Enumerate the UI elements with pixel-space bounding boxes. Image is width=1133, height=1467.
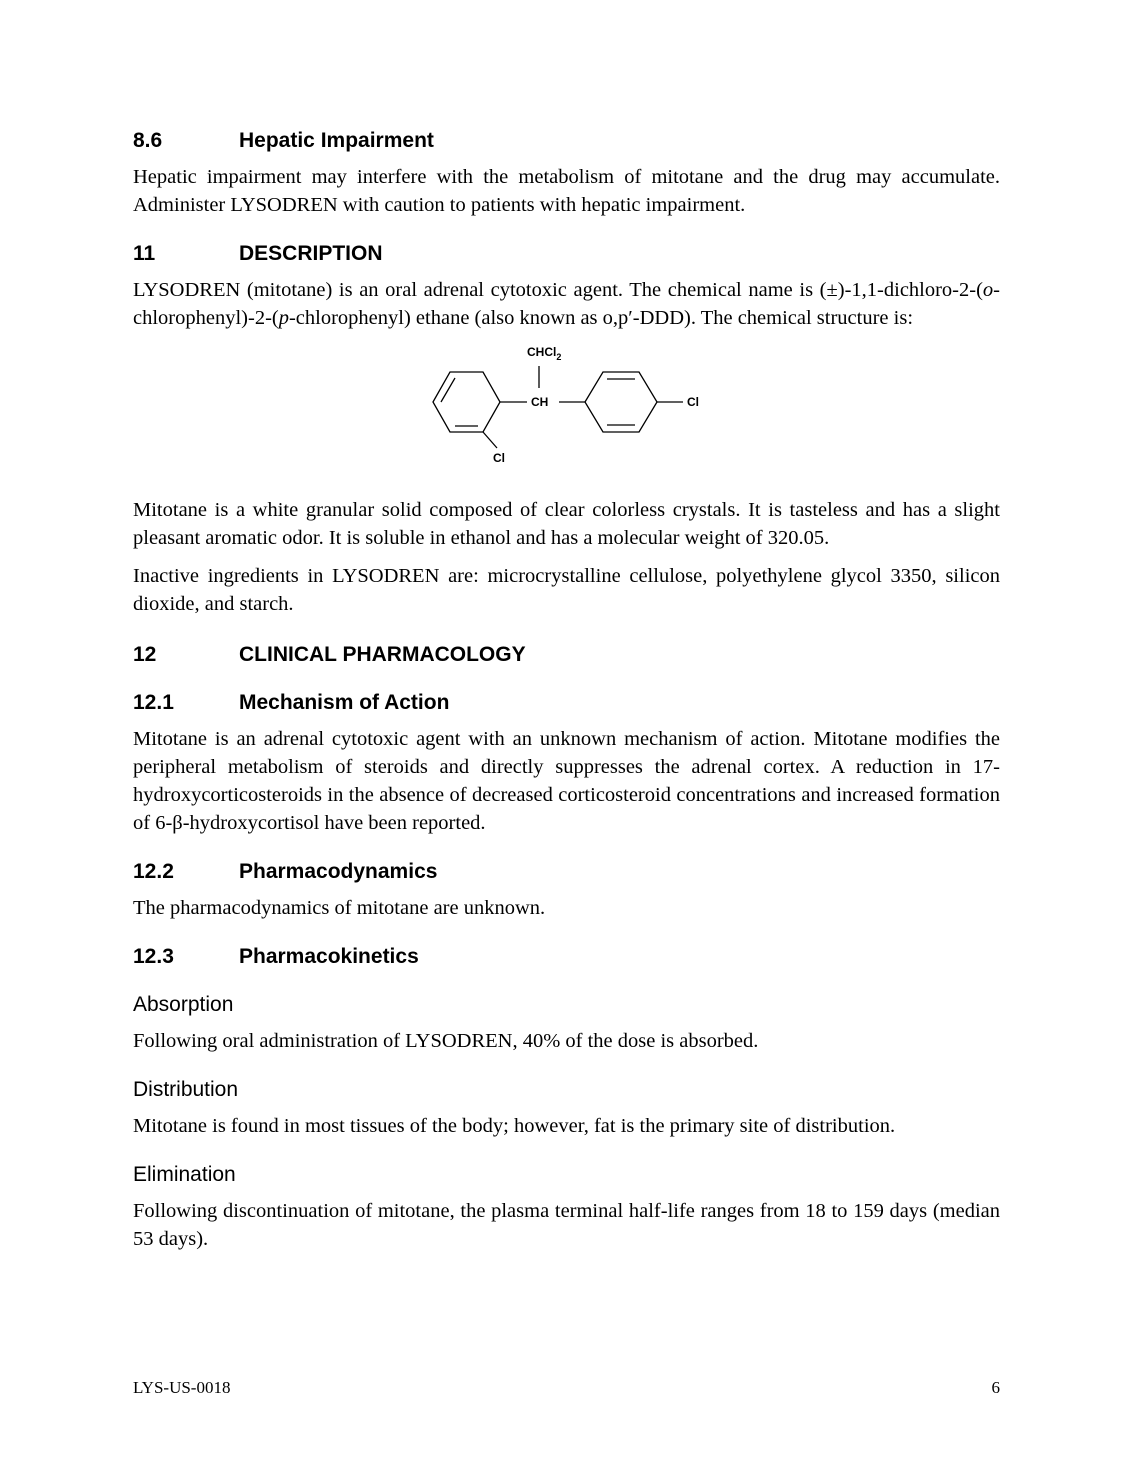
- ch-label: CH: [530, 395, 548, 409]
- section-number: 12.3: [133, 945, 174, 968]
- absorption-text: Following oral administration of LYSODREN, 40% of the dose is absorbed.: [133, 1030, 759, 1052]
- section-title: Pharmacokinetics: [239, 945, 419, 968]
- section-title: CLINICAL PHARMACOLOGY: [239, 643, 526, 666]
- page-number: 6: [991, 1378, 1000, 1397]
- section-heading-12: [133, 642, 1000, 668]
- section-number: 12: [133, 643, 157, 666]
- document-id: LYS-US-0018: [133, 1378, 231, 1397]
- section-heading-12-3: [133, 944, 1000, 970]
- mechanism-of-action-text: Mitotane is an adrenal cytotoxic agent with an unknown mechanism of action. Mitotane modifies the peripheral metabolism of steroids and directly suppresses the adrenal cortex. A reduction in 17-hydroxycorticosteroids in the absence of decreased corticosteroid concentrations and increased formation of 6-β-hydroxycortisol have been reported.: [133, 728, 1000, 834]
- chcl2-label: CHCl$_2$: [526, 345, 561, 362]
- cl-bottom-label: Cl: [492, 451, 505, 465]
- section-number: 12.2: [133, 860, 174, 883]
- description-text-3: Inactive ingredients in LYSODREN are: microcrystalline cellulose, polyethylene glycol 3350, silicon dioxide, and starch.: [133, 565, 1000, 615]
- document-page: [133, 128, 1000, 1253]
- hepatic-impairment-text: Hepatic impairment may interfere with the metabolism of mitotane and the drug may accumulate. Administer LYSODREN with caution to patients with hepatic impairment.: [133, 166, 1000, 216]
- section-heading-12-2: [133, 859, 1000, 885]
- pharmacodynamics-text: The pharmacodynamics of mitotane are unknown.: [133, 897, 546, 919]
- section-number: 8.6: [133, 129, 163, 152]
- description-text-1: LYSODREN (mitotane) is an oral adrenal cytotoxic agent. The chemical name is (±)-1,1-dichloro-2-(o-chlorophenyl)-2-(p-chlorophenyl) ethane (also known as o,p′-DDD). The chemical structure is:: [133, 279, 1000, 329]
- cl-right-label: Cl: [686, 395, 699, 409]
- section-title: Mechanism of Action: [239, 691, 450, 714]
- elimination-text: Following discontinuation of mitotane, the plasma terminal half-life ranges from 18 to 159 days (median 53 days).: [133, 1200, 1000, 1250]
- section-title: Hepatic Impairment: [239, 129, 434, 152]
- section-title: DESCRIPTION: [239, 242, 383, 265]
- section-title: Pharmacodynamics: [239, 860, 438, 883]
- right-benzene-ring: [585, 372, 657, 432]
- chemical-structure-diagram: [417, 344, 717, 484]
- left-benzene-ring: [433, 372, 500, 432]
- section-heading-12-1: [133, 690, 1000, 716]
- elimination-heading: Elimination: [133, 1163, 236, 1186]
- absorption-heading: Absorption: [133, 993, 234, 1016]
- description-text-2: Mitotane is a white granular solid composed of clear colorless crystals. It is tasteless and has a slight pleasant aromatic odor. It is soluble in ethanol and has a molecular weight of 320.05.: [133, 499, 1000, 549]
- distribution-heading: Distribution: [133, 1078, 239, 1101]
- distribution-text: Mitotane is found in most tissues of the body; however, fat is the primary site of distribution.: [133, 1115, 896, 1137]
- page-footer: [133, 1378, 1000, 1398]
- section-heading-8-6: [133, 128, 1000, 154]
- section-number: 12.1: [133, 691, 174, 714]
- section-heading-11: [133, 241, 1000, 267]
- section-number: 11: [133, 242, 156, 265]
